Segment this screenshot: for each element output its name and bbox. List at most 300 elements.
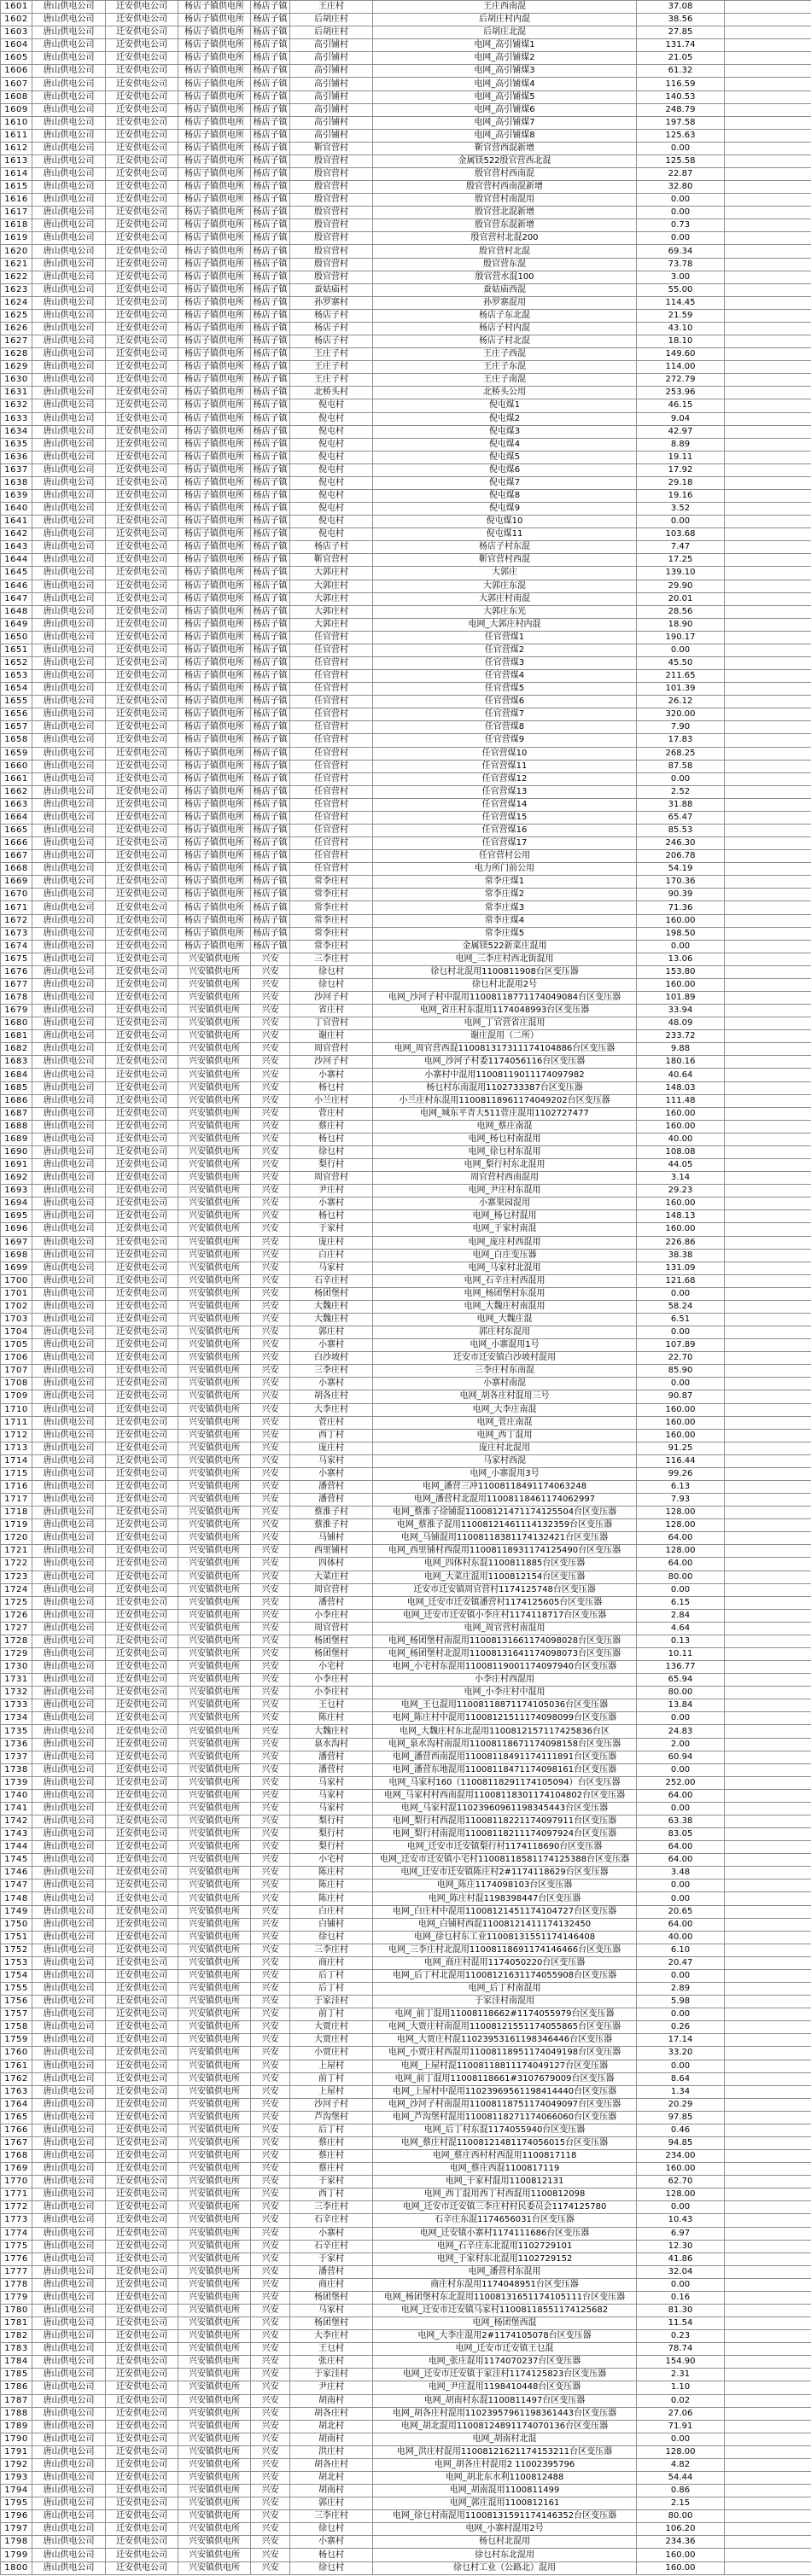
cell-row-number[interactable]: 1754 xyxy=(1,1969,32,1982)
cell-town[interactable]: 杨店子镇 xyxy=(251,554,290,567)
cell-branch[interactable]: 迁安供电公司 xyxy=(106,2304,178,2317)
cell-empty[interactable] xyxy=(725,283,811,296)
cell-description[interactable]: 任官营煤14 xyxy=(373,798,637,811)
cell-station[interactable]: 兴安镇供电所 xyxy=(178,2278,251,2291)
cell-station[interactable]: 兴安镇供电所 xyxy=(178,1725,251,1738)
cell-value[interactable]: 2.31 xyxy=(637,2369,725,2381)
cell-branch[interactable]: 迁安供电公司 xyxy=(106,116,178,129)
cell-row-number[interactable]: 1758 xyxy=(1,2021,32,2034)
cell-village[interactable]: 常李庄村 xyxy=(290,914,373,927)
cell-row-number[interactable]: 1796 xyxy=(1,2510,32,2523)
cell-station[interactable]: 杨店子镇供电所 xyxy=(178,399,251,412)
cell-branch[interactable]: 迁安供电公司 xyxy=(106,592,178,605)
cell-description[interactable]: 殷官营东混新增 xyxy=(373,219,637,232)
cell-description[interactable]: 电网_于家村南混 xyxy=(373,1223,637,1236)
cell-description[interactable]: 倪屯煤9 xyxy=(373,503,637,516)
cell-branch[interactable]: 迁安供电公司 xyxy=(106,1635,178,1647)
cell-village[interactable]: 张庄村 xyxy=(290,2356,373,2369)
cell-description[interactable]: 谢庄混用（二所） xyxy=(373,1030,637,1043)
cell-row-number[interactable]: 1660 xyxy=(1,760,32,772)
cell-description[interactable]: 电网_大贾庄村混11023953161198346446台区变压器 xyxy=(373,2034,637,2047)
cell-empty[interactable] xyxy=(725,2445,811,2458)
cell-description[interactable]: 电网_菅庄南混 xyxy=(373,1416,637,1429)
cell-row-number[interactable]: 1753 xyxy=(1,1956,32,1969)
cell-station[interactable]: 兴安镇供电所 xyxy=(178,1081,251,1094)
cell-company[interactable]: 唐山供电公司 xyxy=(32,129,106,142)
cell-village[interactable]: 陈庄村 xyxy=(290,1880,373,1892)
cell-row-number[interactable]: 1716 xyxy=(1,1480,32,1493)
cell-row-number[interactable]: 1733 xyxy=(1,1699,32,1712)
cell-company[interactable]: 唐山供电公司 xyxy=(32,425,106,438)
cell-value[interactable]: 116.59 xyxy=(637,78,725,90)
cell-description[interactable]: 电网_胡南混用1100811499 xyxy=(373,2485,637,2497)
cell-description[interactable]: 电网_徐乜村东混用 xyxy=(373,1145,637,1158)
cell-town[interactable]: 杨店子镇 xyxy=(251,181,290,194)
cell-town[interactable]: 兴安 xyxy=(251,1969,290,1982)
cell-description[interactable]: 电网_杨团堡西混 xyxy=(373,2317,637,2330)
cell-station[interactable]: 兴安镇供电所 xyxy=(178,1880,251,1892)
cell-village[interactable]: 省庄村 xyxy=(290,1005,373,1017)
cell-station[interactable]: 兴安镇供电所 xyxy=(178,1467,251,1480)
cell-description[interactable]: 电网_梨行村东北混用 xyxy=(373,1159,637,1172)
cell-description[interactable]: 殷官营水混100 xyxy=(373,271,637,283)
cell-empty[interactable] xyxy=(725,1159,811,1172)
cell-row-number[interactable]: 1665 xyxy=(1,825,32,837)
cell-description[interactable]: 电网_陈庄1174098103台区变压器 xyxy=(373,1880,637,1892)
cell-village[interactable]: 蔡淮子村 xyxy=(290,1507,373,1519)
cell-town[interactable]: 兴安 xyxy=(251,1313,290,1326)
cell-town[interactable]: 杨店子镇 xyxy=(251,489,290,502)
cell-value[interactable]: 19.11 xyxy=(637,451,725,463)
cell-village[interactable]: 高引铺村 xyxy=(290,116,373,129)
cell-row-number[interactable]: 1774 xyxy=(1,2227,32,2240)
cell-village[interactable]: 常李庄村 xyxy=(290,940,373,953)
cell-town[interactable]: 杨店子镇 xyxy=(251,772,290,785)
cell-town[interactable]: 兴安 xyxy=(251,2136,290,2149)
cell-row-number[interactable]: 1775 xyxy=(1,2240,32,2253)
cell-empty[interactable] xyxy=(725,1687,811,1699)
cell-station[interactable]: 杨店子镇供电所 xyxy=(178,387,251,399)
cell-company[interactable]: 唐山供电公司 xyxy=(32,2510,106,2523)
cell-town[interactable]: 兴安 xyxy=(251,1802,290,1815)
cell-value[interactable]: 19.16 xyxy=(637,489,725,502)
cell-branch[interactable]: 迁安供电公司 xyxy=(106,1983,178,1996)
cell-empty[interactable] xyxy=(725,1378,811,1390)
cell-company[interactable]: 唐山供电公司 xyxy=(32,463,106,476)
cell-station[interactable]: 兴安镇供电所 xyxy=(178,2394,251,2407)
cell-value[interactable]: 99.26 xyxy=(637,1467,725,1480)
cell-value[interactable]: 7.90 xyxy=(637,721,725,734)
cell-description[interactable]: 周官营村西南混用 xyxy=(373,1172,637,1185)
cell-empty[interactable] xyxy=(725,387,811,399)
cell-village[interactable]: 郭庄村 xyxy=(290,2497,373,2510)
cell-value[interactable]: 90.39 xyxy=(637,889,725,901)
cell-village[interactable]: 王庄村 xyxy=(290,1,373,14)
cell-company[interactable]: 唐山供电公司 xyxy=(32,541,106,554)
cell-branch[interactable]: 迁安供电公司 xyxy=(106,772,178,785)
cell-description[interactable]: 电网_大魏庄村东北混用1100812157117425836台区 xyxy=(373,1725,637,1738)
cell-village[interactable]: 后丁村 xyxy=(290,2124,373,2136)
cell-company[interactable]: 唐山供电公司 xyxy=(32,1841,106,1854)
cell-branch[interactable]: 迁安供电公司 xyxy=(106,103,178,116)
cell-branch[interactable]: 迁安供电公司 xyxy=(106,1815,178,1828)
cell-branch[interactable]: 迁安供电公司 xyxy=(106,2433,178,2445)
cell-empty[interactable] xyxy=(725,2085,811,2098)
cell-village[interactable]: 殷官营村 xyxy=(290,154,373,167)
cell-station[interactable]: 兴安镇供电所 xyxy=(178,1905,251,1918)
cell-value[interactable]: 20.65 xyxy=(637,1905,725,1918)
cell-empty[interactable] xyxy=(725,181,811,194)
cell-company[interactable]: 唐山供电公司 xyxy=(32,580,106,592)
cell-branch[interactable]: 迁安供电公司 xyxy=(106,1545,178,1558)
cell-value[interactable]: 234.36 xyxy=(637,2536,725,2549)
cell-description[interactable]: 石辛庄东混1174656031台区变压器 xyxy=(373,2214,637,2227)
cell-branch[interactable]: 迁安供电公司 xyxy=(106,1236,178,1249)
cell-village[interactable]: 徐乜村 xyxy=(290,1145,373,1158)
cell-company[interactable]: 唐山供电公司 xyxy=(32,387,106,399)
cell-station[interactable]: 兴安镇供电所 xyxy=(178,2253,251,2265)
cell-station[interactable]: 杨店子镇供电所 xyxy=(178,940,251,953)
cell-empty[interactable] xyxy=(725,1519,811,1532)
cell-village[interactable]: 殷官营村 xyxy=(290,194,373,207)
cell-empty[interactable] xyxy=(725,2549,811,2561)
cell-company[interactable]: 唐山供电公司 xyxy=(32,683,106,696)
cell-town[interactable]: 兴安 xyxy=(251,1442,290,1454)
cell-empty[interactable] xyxy=(725,1956,811,1969)
cell-branch[interactable]: 迁安供电公司 xyxy=(106,2381,178,2394)
cell-empty[interactable] xyxy=(725,1429,811,1442)
cell-station[interactable]: 杨店子镇供电所 xyxy=(178,1,251,14)
cell-description[interactable]: 电网_马铺混用11008118381174132421台区变压器 xyxy=(373,1532,637,1545)
cell-description[interactable]: 电网_潘营村东混用 xyxy=(373,2265,637,2278)
cell-village[interactable]: 高引铺村 xyxy=(290,90,373,103)
cell-description[interactable]: 电网_高引铺煤6 xyxy=(373,103,637,116)
cell-company[interactable]: 唐山供电公司 xyxy=(32,1416,106,1429)
cell-town[interactable]: 杨店子镇 xyxy=(251,142,290,154)
cell-branch[interactable]: 迁安供电公司 xyxy=(106,2317,178,2330)
cell-empty[interactable] xyxy=(725,2420,811,2433)
cell-town[interactable]: 杨店子镇 xyxy=(251,129,290,142)
cell-town[interactable]: 兴安 xyxy=(251,1056,290,1069)
cell-town[interactable]: 杨店子镇 xyxy=(251,670,290,683)
cell-town[interactable]: 杨店子镇 xyxy=(251,811,290,824)
cell-value[interactable]: 87.58 xyxy=(637,760,725,772)
cell-town[interactable]: 杨店子镇 xyxy=(251,451,290,463)
cell-value[interactable]: 0.73 xyxy=(637,219,725,232)
cell-branch[interactable]: 迁安供电公司 xyxy=(106,1867,178,1880)
cell-value[interactable]: 128.00 xyxy=(637,2445,725,2458)
cell-row-number[interactable]: 1698 xyxy=(1,1249,32,1262)
cell-row-number[interactable]: 1607 xyxy=(1,78,32,90)
cell-empty[interactable] xyxy=(725,1674,811,1687)
cell-row-number[interactable]: 1737 xyxy=(1,1751,32,1763)
cell-company[interactable]: 唐山供电公司 xyxy=(32,194,106,207)
cell-description[interactable]: 电网_马家村村西南混用11008118301174104802台区变压器 xyxy=(373,1789,637,1802)
cell-empty[interactable] xyxy=(725,2330,811,2343)
cell-row-number[interactable]: 1618 xyxy=(1,219,32,232)
cell-company[interactable]: 唐山供电公司 xyxy=(32,721,106,734)
cell-description[interactable]: 任官营煤17 xyxy=(373,837,637,850)
cell-empty[interactable] xyxy=(725,656,811,669)
cell-village[interactable]: 高引铺村 xyxy=(290,52,373,65)
cell-station[interactable]: 兴安镇供电所 xyxy=(178,1854,251,1867)
cell-description[interactable]: 杨乜村东南混用1102733387台区变压器 xyxy=(373,1081,637,1094)
cell-empty[interactable] xyxy=(725,2536,811,2549)
cell-company[interactable]: 唐山供电公司 xyxy=(32,2407,106,2420)
cell-station[interactable]: 兴安镇供电所 xyxy=(178,2497,251,2510)
cell-empty[interactable] xyxy=(725,811,811,824)
cell-station[interactable]: 杨店子镇供电所 xyxy=(178,65,251,78)
cell-value[interactable]: 9.88 xyxy=(637,1043,725,1056)
cell-town[interactable]: 兴安 xyxy=(251,2098,290,2111)
cell-row-number[interactable]: 1750 xyxy=(1,1918,32,1931)
cell-village[interactable]: 后胡庄村 xyxy=(290,14,373,26)
cell-description[interactable]: 电网_小宅村东混用11008119001174097940台区变压器 xyxy=(373,1661,637,1674)
cell-station[interactable]: 兴安镇供电所 xyxy=(178,2317,251,2330)
cell-station[interactable]: 兴安镇供电所 xyxy=(178,1262,251,1274)
cell-description[interactable]: 电网_大魏庄混 xyxy=(373,1313,637,1326)
cell-value[interactable]: 0.23 xyxy=(637,2330,725,2343)
cell-description[interactable]: 常李庄煤3 xyxy=(373,901,637,914)
cell-station[interactable]: 兴安镇供电所 xyxy=(178,1609,251,1622)
cell-description[interactable]: 电网_于家村东北混用1102729152 xyxy=(373,2253,637,2265)
cell-value[interactable]: 64.00 xyxy=(637,1841,725,1854)
cell-branch[interactable]: 迁安供电公司 xyxy=(106,476,178,489)
cell-branch[interactable]: 迁安供电公司 xyxy=(106,798,178,811)
cell-value[interactable]: 10.11 xyxy=(637,1648,725,1661)
cell-branch[interactable]: 迁安供电公司 xyxy=(106,656,178,669)
cell-description[interactable]: 大郭庄村南混 xyxy=(373,592,637,605)
cell-value[interactable]: 253.96 xyxy=(637,387,725,399)
cell-value[interactable]: 160.00 xyxy=(637,1429,725,1442)
cell-station[interactable]: 兴安镇供电所 xyxy=(178,1185,251,1198)
cell-town[interactable]: 兴安 xyxy=(251,2214,290,2227)
cell-empty[interactable] xyxy=(725,1287,811,1300)
cell-value[interactable]: 18.10 xyxy=(637,335,725,348)
cell-value[interactable]: 63.38 xyxy=(637,1815,725,1828)
cell-village[interactable]: 大菜庄村 xyxy=(290,1571,373,1583)
cell-empty[interactable] xyxy=(725,1507,811,1519)
cell-row-number[interactable]: 1719 xyxy=(1,1519,32,1532)
cell-empty[interactable] xyxy=(725,489,811,502)
cell-description[interactable]: 徐乜村北混用1100811908台区变压器 xyxy=(373,965,637,978)
cell-description[interactable]: 殷官营村南混用 xyxy=(373,194,637,207)
cell-station[interactable]: 兴安镇供电所 xyxy=(178,2098,251,2111)
cell-description[interactable]: 电网_省庄村东混用1174048993台区变压器 xyxy=(373,1005,637,1017)
cell-company[interactable]: 唐山供电公司 xyxy=(32,1378,106,1390)
cell-empty[interactable] xyxy=(725,2381,811,2394)
cell-branch[interactable]: 迁安供电公司 xyxy=(106,901,178,914)
cell-company[interactable]: 唐山供电公司 xyxy=(32,2021,106,2034)
cell-company[interactable]: 唐山供电公司 xyxy=(32,1017,106,1030)
cell-branch[interactable]: 迁安供电公司 xyxy=(106,1687,178,1699)
cell-town[interactable]: 兴安 xyxy=(251,2472,290,2485)
cell-branch[interactable]: 迁安供电公司 xyxy=(106,1944,178,1956)
cell-description[interactable]: 倪屯煤11 xyxy=(373,528,637,541)
cell-value[interactable]: 44.05 xyxy=(637,1159,725,1172)
cell-company[interactable]: 唐山供电公司 xyxy=(32,1339,106,1352)
cell-description[interactable]: 电网_迁安市迁安镇陈庄村2#1174118629台区变压器 xyxy=(373,1867,637,1880)
cell-village[interactable]: 任官营村 xyxy=(290,811,373,824)
cell-description[interactable]: 电网_蔡庄西村村西混用1100817118 xyxy=(373,2150,637,2163)
cell-value[interactable]: 0.13 xyxy=(637,1635,725,1647)
cell-description[interactable]: 电网_杨团堡村南混用11008131661174098028台区变压器 xyxy=(373,1635,637,1647)
cell-row-number[interactable]: 1797 xyxy=(1,2523,32,2536)
cell-branch[interactable]: 迁安供电公司 xyxy=(106,1210,178,1223)
cell-row-number[interactable]: 1717 xyxy=(1,1494,32,1507)
cell-town[interactable]: 兴安 xyxy=(251,2394,290,2407)
cell-village[interactable]: 任官营村 xyxy=(290,747,373,760)
cell-row-number[interactable]: 1734 xyxy=(1,1712,32,1725)
cell-row-number[interactable]: 1798 xyxy=(1,2536,32,2549)
cell-value[interactable]: 0.00 xyxy=(637,2433,725,2445)
cell-description[interactable]: 电网_迁安市迁安镇马家村11008118551174125682 xyxy=(373,2304,637,2317)
cell-row-number[interactable]: 1621 xyxy=(1,258,32,271)
cell-empty[interactable] xyxy=(725,1596,811,1609)
cell-village[interactable]: 殷官营村 xyxy=(290,168,373,181)
cell-empty[interactable] xyxy=(725,2008,811,2021)
cell-branch[interactable]: 迁安供电公司 xyxy=(106,1880,178,1892)
cell-row-number[interactable]: 1623 xyxy=(1,283,32,296)
cell-company[interactable]: 唐山供电公司 xyxy=(32,2369,106,2381)
cell-branch[interactable]: 迁安供电公司 xyxy=(106,1069,178,1081)
cell-company[interactable]: 唐山供电公司 xyxy=(32,1262,106,1274)
cell-empty[interactable] xyxy=(725,1789,811,1802)
cell-branch[interactable]: 迁安供电公司 xyxy=(106,696,178,708)
cell-description[interactable]: 电网_杨团堡村东北混用11008131651174105111台区变压器 xyxy=(373,2291,637,2304)
cell-town[interactable]: 兴安 xyxy=(251,1159,290,1172)
cell-village[interactable]: 倪屯村 xyxy=(290,476,373,489)
cell-value[interactable]: 2.84 xyxy=(637,1609,725,1622)
cell-value[interactable]: 140.53 xyxy=(637,90,725,103)
cell-value[interactable]: 226.86 xyxy=(637,1236,725,1249)
cell-station[interactable]: 兴安镇供电所 xyxy=(178,1365,251,1378)
cell-empty[interactable] xyxy=(725,1262,811,1274)
cell-company[interactable]: 唐山供电公司 xyxy=(32,965,106,978)
cell-description[interactable]: 电网_高引铺煤4 xyxy=(373,78,637,90)
cell-description[interactable]: 电网_于家村混用1100812131 xyxy=(373,2176,637,2188)
cell-empty[interactable] xyxy=(725,992,811,1005)
cell-company[interactable]: 唐山供电公司 xyxy=(32,2536,106,2549)
cell-station[interactable]: 兴安镇供电所 xyxy=(178,1210,251,1223)
cell-town[interactable]: 兴安 xyxy=(251,1996,290,2008)
cell-station[interactable]: 兴安镇供电所 xyxy=(178,2227,251,2240)
cell-town[interactable]: 杨店子镇 xyxy=(251,683,290,696)
cell-station[interactable]: 兴安镇供电所 xyxy=(178,2111,251,2124)
cell-branch[interactable]: 迁安供电公司 xyxy=(106,863,178,876)
cell-description[interactable]: 电网_三李庄村北混用11008118691174146466台区变压器 xyxy=(373,1944,637,1956)
cell-branch[interactable]: 迁安供电公司 xyxy=(106,1017,178,1030)
cell-company[interactable]: 唐山供电公司 xyxy=(32,631,106,644)
cell-village[interactable]: 西丁村 xyxy=(290,1429,373,1442)
cell-description[interactable]: 电网_尹庄村东混用 xyxy=(373,1185,637,1198)
cell-empty[interactable] xyxy=(725,1120,811,1133)
cell-company[interactable]: 唐山供电公司 xyxy=(32,618,106,631)
cell-description[interactable]: 任官营煤11 xyxy=(373,760,637,772)
cell-branch[interactable]: 迁安供电公司 xyxy=(106,528,178,541)
cell-station[interactable]: 杨店子镇供电所 xyxy=(178,194,251,207)
cell-empty[interactable] xyxy=(725,2278,811,2291)
cell-row-number[interactable]: 1781 xyxy=(1,2317,32,2330)
cell-town[interactable]: 杨店子镇 xyxy=(251,785,290,798)
cell-town[interactable]: 兴安 xyxy=(251,1558,290,1571)
cell-empty[interactable] xyxy=(725,245,811,258)
cell-empty[interactable] xyxy=(725,837,811,850)
cell-station[interactable]: 兴安镇供电所 xyxy=(178,2072,251,2085)
cell-branch[interactable]: 迁安供电公司 xyxy=(106,2176,178,2188)
cell-description[interactable]: 电网_郭庄混用1100812161 xyxy=(373,2497,637,2510)
cell-village[interactable]: 倪屯村 xyxy=(290,503,373,516)
cell-empty[interactable] xyxy=(725,1815,811,1828)
cell-station[interactable]: 杨店子镇供电所 xyxy=(178,26,251,39)
cell-town[interactable]: 兴安 xyxy=(251,1378,290,1390)
cell-company[interactable]: 唐山供电公司 xyxy=(32,271,106,283)
cell-branch[interactable]: 迁安供电公司 xyxy=(106,953,178,965)
cell-village[interactable]: 于家村 xyxy=(290,2176,373,2188)
cell-station[interactable]: 兴安镇供电所 xyxy=(178,1815,251,1828)
cell-company[interactable]: 唐山供电公司 xyxy=(32,811,106,824)
cell-description[interactable]: 电网_洪庄村混用11008121621174153211台区变压器 xyxy=(373,2445,637,2458)
cell-town[interactable]: 兴安 xyxy=(251,1352,290,1365)
cell-value[interactable]: 94.85 xyxy=(637,2136,725,2149)
cell-village[interactable]: 蔡庄村 xyxy=(290,2136,373,2149)
cell-company[interactable]: 唐山供电公司 xyxy=(32,2304,106,2317)
cell-description[interactable]: 倪屯煤4 xyxy=(373,438,637,451)
cell-value[interactable]: 268.25 xyxy=(637,747,725,760)
cell-company[interactable]: 唐山供电公司 xyxy=(32,592,106,605)
cell-village[interactable]: 大郭庄村 xyxy=(290,592,373,605)
cell-village[interactable]: 任官营村 xyxy=(290,825,373,837)
cell-town[interactable]: 兴安 xyxy=(251,1918,290,1931)
cell-empty[interactable] xyxy=(725,1198,811,1210)
cell-value[interactable]: 28.56 xyxy=(637,605,725,618)
cell-company[interactable]: 唐山供电公司 xyxy=(32,489,106,502)
cell-station[interactable]: 杨店子镇供电所 xyxy=(178,232,251,245)
cell-branch[interactable]: 迁安供电公司 xyxy=(106,2060,178,2072)
cell-row-number[interactable]: 1761 xyxy=(1,2060,32,2072)
cell-company[interactable]: 唐山供电公司 xyxy=(32,2291,106,2304)
cell-town[interactable]: 兴安 xyxy=(251,2008,290,2021)
cell-empty[interactable] xyxy=(725,1326,811,1339)
cell-station[interactable]: 杨店子镇供电所 xyxy=(178,90,251,103)
cell-branch[interactable]: 迁安供电公司 xyxy=(106,2265,178,2278)
cell-company[interactable]: 唐山供电公司 xyxy=(32,2472,106,2485)
cell-empty[interactable] xyxy=(725,1661,811,1674)
cell-value[interactable]: 5.98 xyxy=(637,1996,725,2008)
cell-empty[interactable] xyxy=(725,2407,811,2420)
cell-branch[interactable]: 迁安供电公司 xyxy=(106,2278,178,2291)
cell-town[interactable]: 杨店子镇 xyxy=(251,296,290,309)
cell-value[interactable]: 2.00 xyxy=(637,1738,725,1751)
cell-branch[interactable]: 迁安供电公司 xyxy=(106,1905,178,1918)
cell-town[interactable]: 兴安 xyxy=(251,1571,290,1583)
cell-town[interactable]: 兴安 xyxy=(251,2523,290,2536)
cell-company[interactable]: 唐山供电公司 xyxy=(32,1892,106,1905)
cell-town[interactable]: 兴安 xyxy=(251,1326,290,1339)
cell-village[interactable]: 于家洼村 xyxy=(290,2369,373,2381)
cell-town[interactable]: 兴安 xyxy=(251,1081,290,1094)
cell-company[interactable]: 唐山供电公司 xyxy=(32,940,106,953)
cell-row-number[interactable]: 1755 xyxy=(1,1983,32,1996)
cell-row-number[interactable]: 1791 xyxy=(1,2445,32,2458)
cell-value[interactable]: 272.79 xyxy=(637,374,725,387)
cell-row-number[interactable]: 1620 xyxy=(1,245,32,258)
cell-row-number[interactable]: 1608 xyxy=(1,90,32,103)
cell-empty[interactable] xyxy=(725,760,811,772)
cell-row-number[interactable]: 1685 xyxy=(1,1081,32,1094)
cell-branch[interactable]: 迁安供电公司 xyxy=(106,1185,178,1198)
cell-value[interactable]: 6.51 xyxy=(637,1313,725,1326)
